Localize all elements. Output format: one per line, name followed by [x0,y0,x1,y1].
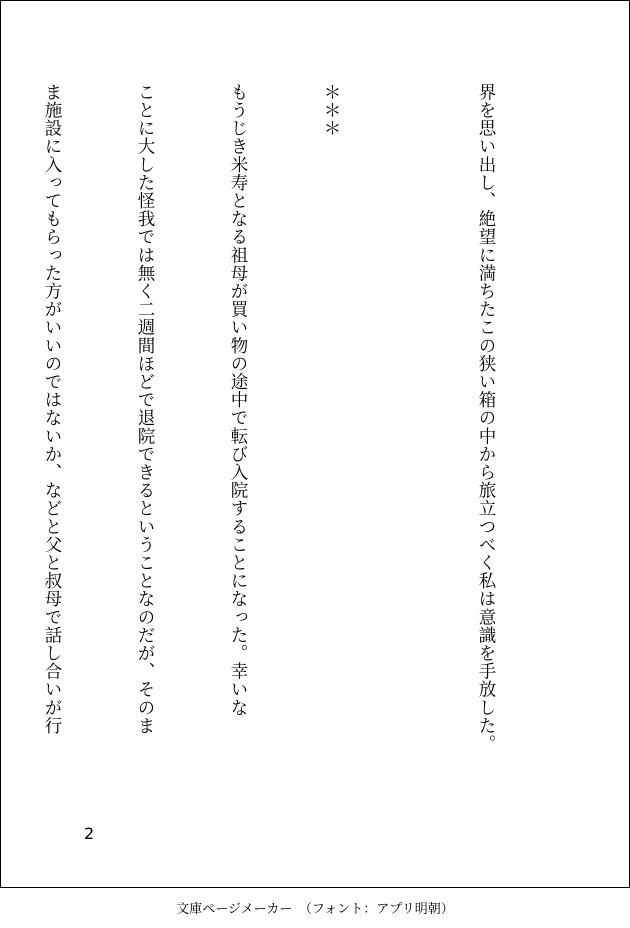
text-line: ま施設に入ってもらった方がいいのではないか、などと父と叔母で話し合いが行 [42,83,62,735]
footer-credit: 文庫ページメーカー （フォント：アプリ明朝） [176,902,454,917]
page-number: 2 [84,824,95,843]
vertical-text-body [0,83,563,801]
text-line: 界を思い出し、絶望に満ちたこの狭い箱の中から旅立つべく私は意識を手放した。 [476,83,496,753]
text-line: ことに大した怪我では無く二週間ほどで退院できるということなのだが、そのま [135,83,155,735]
text-line: もうじき米寿となる祖母が買い物の途中で転び入院することになった。幸いな [228,83,248,717]
section-break: ＊＊＊ [321,83,341,138]
